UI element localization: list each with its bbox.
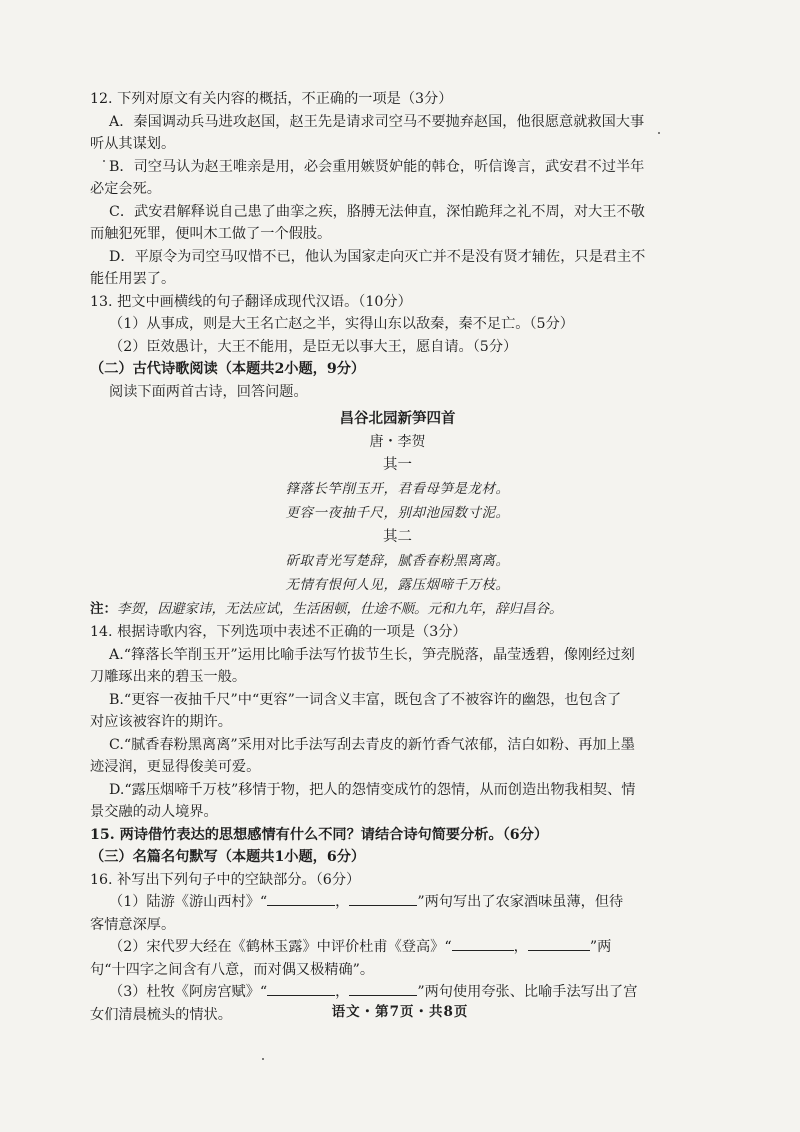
answer-blank[interactable]	[267, 983, 335, 996]
q13-sentence-1: （1）从事成，则是大王名亡赵之半，实得山东以敌秦，秦不足亡。（5分）	[109, 316, 574, 332]
q16-item-2-suffix: ”两	[589, 939, 612, 955]
q16-stem: 16. 补写出下列句子中的空缺部分。（6分）	[90, 871, 361, 888]
poem-note-label: 注：	[90, 601, 117, 617]
q16-item-1-sep: ，	[335, 894, 350, 910]
poem-part-2-label: 其二	[383, 529, 412, 545]
q16-item-2	[90, 936, 705, 959]
poem-author: 唐・李贺	[369, 434, 426, 450]
answer-blank[interactable]	[267, 893, 335, 906]
q14-option-a-cont: 刀雕琢出来的碧玉一般。	[90, 669, 247, 685]
q14-stem: 14. 根据诗歌内容，下列选项中表述不正确的一项是（3分）	[90, 624, 467, 640]
answer-blank[interactable]	[349, 893, 417, 906]
exam-content	[90, 88, 705, 1026]
q16-item-3-cont: 女们清晨梳头的情状。	[90, 1006, 232, 1023]
q12-option-d: D．平原令为司空马叹惜不已，他认为国家走向灭亡并不是没有贤才辅佐，只是君主不	[109, 248, 646, 265]
q16-item-3-prefix: （3）杜牧《阿房宫赋》“	[109, 984, 268, 1000]
scan-speck	[658, 132, 660, 134]
q12-option-a-cont: 听从其谋划。	[90, 136, 176, 152]
q12-option-b: B．司空马认为赵王唯亲是用，必会重用嫉贤妒能的韩仓，听信谗言，武安君不过半年	[109, 158, 645, 175]
q13-sentence-2: （2）臣效愚计，大王不能用，是臣无以事大王，愿自请。（5分）	[109, 338, 518, 355]
q13-stem: 13. 把文中画横线的句子翻译成现代汉语。（10分）	[90, 293, 412, 310]
poem-part-1-label: 其一	[383, 457, 412, 473]
answer-blank[interactable]	[349, 983, 417, 996]
q12-option-c-cont: 而触犯死罪，便叫木工做了一个假肢。	[90, 226, 332, 242]
q16-item-3-suffix: ”两句使用夸张、比喻手法写出了宫	[417, 984, 638, 1000]
scan-speck	[103, 160, 105, 162]
q12-option-c: C．武安君解释说自己患了曲挛之疾，胳膊无法伸直，深怕跪拜之礼不周，对大王不敬	[109, 203, 645, 220]
poem-1-line-2: 更容一夜抽千尺，别却池园数寸泥。	[285, 505, 510, 521]
answer-blank[interactable]	[528, 938, 590, 951]
q16-item-1-cont: 客情意深厚。	[90, 916, 176, 933]
q12-option-d-cont: 能任用罢了。	[90, 271, 176, 287]
poem-2-line-2: 无情有恨何人见，露压烟啼千万枝。	[285, 577, 510, 593]
answer-blank[interactable]	[452, 938, 514, 951]
q16-item-1-prefix: （1）陆游《游山西村》“	[109, 894, 268, 910]
poem-note-text: 李贺，因避家讳，无法应试，生活困顿，仕途不顺。元和九年，辞归昌谷。	[117, 601, 563, 617]
poem-2-line-1: 斫取青光写楚辞，腻香春粉黑离离。	[285, 553, 510, 569]
page-footer: 语文・第7页・共8页	[331, 1004, 469, 1020]
q12-option-b-cont: 必定会死。	[90, 181, 161, 197]
q14-option-a: A.“箨落长竿削玉开”运用比喻手法写竹拔节生长，笋壳脱落，晶莹透碧，像刚经过刻	[109, 646, 635, 663]
q14-option-d: D.“露压烟啼千万枝”移情于物，把人的怨情变成竹的怨情，从而创造出物我相契、情	[109, 781, 636, 798]
poem-title: 昌谷北园新笋四首	[339, 410, 456, 427]
section-2-instruction: 阅读下面两首古诗，回答问题。	[109, 383, 308, 400]
scan-speck	[262, 1058, 264, 1060]
poem-note	[90, 597, 705, 621]
q16-item-2-cont: 句“十四字之间含有八意，而对偶又极精确”。	[90, 961, 375, 978]
section-3-heading: （三）名篇名句默写（本题共1小题，6分）	[90, 849, 366, 865]
q14-option-d-cont: 景交融的动人境界。	[90, 804, 218, 820]
q16-item-1	[90, 891, 705, 914]
poem-1-line-1: 箨落长竿削玉开，君看母笋是龙材。	[285, 481, 510, 497]
section-2-heading: （二）古代诗歌阅读（本题共2小题，9分）	[90, 361, 366, 377]
q16-item-2-sep: ，	[513, 939, 528, 955]
q14-option-b: B.“更容一夜抽千尺”中“更容”一词含义丰富，既包含了不被容许的幽怨，也包含了	[109, 691, 622, 708]
q14-option-c-cont: 迹浸润，更显得俊美可爱。	[90, 759, 261, 775]
q14-option-b-cont: 对应该被容许的期许。	[90, 714, 232, 730]
q16-item-1-suffix: ”两句写出了农家酒味虽薄，但待	[417, 894, 624, 910]
q12-stem: 12. 下列对原文有关内容的概括，不正确的一项是（3分）	[90, 91, 453, 107]
q16-item-2-prefix: （2）宋代罗大经在《鹤林玉露》中评价杜甫《登高》“	[109, 939, 452, 955]
q12-option-a: A．秦国调动兵马进攻赵国，赵王先是请求司空马不要抛弃赵国，他很愿意就救国大事	[109, 113, 645, 130]
q15-stem: 15. 两诗借竹表达的思想感情有什么不同？请结合诗句简要分析。（6分）	[90, 826, 549, 843]
q14-option-c: C.“腻香春粉黑离离”采用对比手法写刮去青皮的新竹香气浓郁，洁白如粉、再加上墨	[109, 736, 635, 753]
q16-item-3-sep: ，	[335, 984, 350, 1000]
